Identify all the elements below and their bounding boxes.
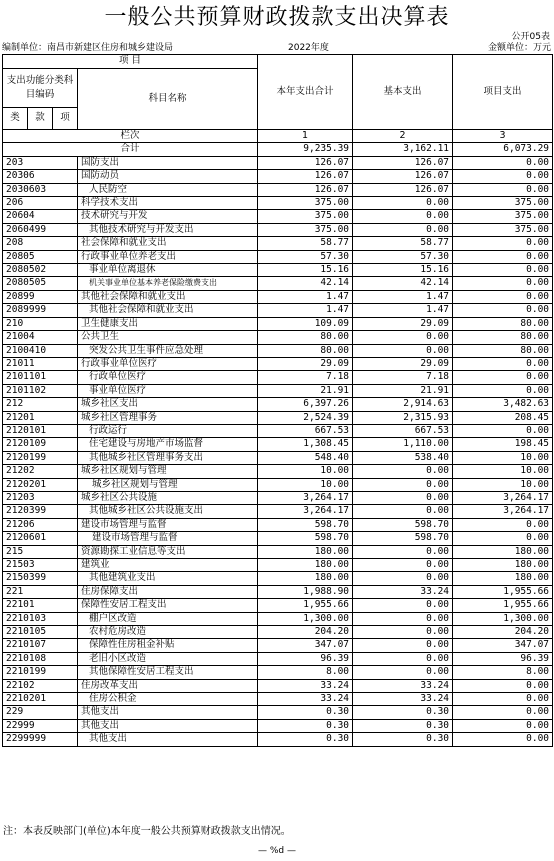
subject-name: 其他社会保障和就业支出 (78, 290, 258, 303)
function-code: 2089999 (3, 304, 78, 317)
row-col-label: 栏次 (3, 130, 258, 143)
function-code: 20805 (3, 250, 78, 263)
table-row (3, 599, 553, 612)
total-amount: 204.20 (258, 626, 353, 639)
header-xiang: 项 (53, 108, 78, 130)
subject-name: 国防动员 (78, 170, 258, 183)
function-code: 22101 (3, 599, 78, 612)
table-row (3, 666, 553, 679)
project-amount: 0.00 (453, 706, 553, 719)
project-amount: 3,482.63 (453, 398, 553, 411)
total-amount: 180.00 (258, 572, 353, 585)
total-amount: 80.00 (258, 331, 353, 344)
total-project: 6,073.29 (453, 143, 553, 156)
subject-name: 建筑业 (78, 559, 258, 572)
function-code: 2120601 (3, 532, 78, 545)
subject-name: 国防支出 (78, 156, 258, 169)
basic-amount: 21.91 (353, 384, 453, 397)
table-row (3, 585, 553, 598)
basic-amount: 126.07 (353, 183, 453, 196)
basic-amount: 0.00 (353, 465, 453, 478)
basic-amount: 0.00 (353, 626, 453, 639)
total-value: 9,235.39 (258, 143, 353, 156)
function-code: 21503 (3, 559, 78, 572)
function-code: 21201 (3, 411, 78, 424)
basic-amount: 538.40 (353, 451, 453, 464)
subject-name: 其他支出 (78, 719, 258, 732)
table-row (3, 465, 553, 478)
subject-name: 其他城乡社区管理事务支出 (78, 451, 258, 464)
subject-name: 城乡社区管理事务 (78, 411, 258, 424)
total-amount: 7.18 (258, 371, 353, 384)
table-row (3, 545, 553, 558)
project-amount: 0.00 (453, 518, 553, 531)
subject-name: 其他支出 (78, 733, 258, 746)
total-amount: 10.00 (258, 478, 353, 491)
project-amount: 0.00 (453, 693, 553, 706)
subject-name: 老旧小区改造 (78, 652, 258, 665)
total-amount: 3,264.17 (258, 505, 353, 518)
basic-amount: 1.47 (353, 304, 453, 317)
project-amount: 0.00 (453, 264, 553, 277)
table-row (3, 317, 553, 330)
project-amount: 80.00 (453, 331, 553, 344)
project-amount: 180.00 (453, 545, 553, 558)
project-amount: 0.00 (453, 357, 553, 370)
subject-name: 社会保障和就业支出 (78, 237, 258, 250)
project-amount: 3,264.17 (453, 505, 553, 518)
total-amount: 42.14 (258, 277, 353, 290)
function-code: 203 (3, 156, 78, 169)
project-amount: 198.45 (453, 438, 553, 451)
project-amount: 0.00 (453, 733, 553, 746)
table-row (3, 290, 553, 303)
project-amount: 0.00 (453, 170, 553, 183)
project-amount: 1,955.66 (453, 599, 553, 612)
total-amount: 375.00 (258, 223, 353, 236)
col-index-1: 1 (258, 130, 353, 143)
function-code: 215 (3, 545, 78, 558)
table-row (3, 612, 553, 625)
project-amount: 10.00 (453, 451, 553, 464)
total-basic: 3,162.11 (353, 143, 453, 156)
total-amount: 33.24 (258, 679, 353, 692)
table-row (3, 344, 553, 357)
total-amount: 1,988.90 (258, 585, 353, 598)
basic-amount: 33.24 (353, 679, 453, 692)
table-row (3, 156, 553, 169)
subject-name: 城乡社区规划与管理 (78, 465, 258, 478)
project-amount: 0.00 (453, 237, 553, 250)
function-code: 20604 (3, 210, 78, 223)
function-code: 2101101 (3, 371, 78, 384)
subject-name: 城乡社区规划与管理 (78, 478, 258, 491)
subject-name: 事业单位离退休 (78, 264, 258, 277)
total-amount: 6,397.26 (258, 398, 353, 411)
subject-name: 住房保障支出 (78, 585, 258, 598)
basic-amount: 0.00 (353, 572, 453, 585)
project-amount: 0.00 (453, 679, 553, 692)
total-amount: 29.09 (258, 357, 353, 370)
money-unit: 金额单位：万元 (487, 43, 551, 53)
function-code: 2299999 (3, 733, 78, 746)
function-code: 21202 (3, 465, 78, 478)
table-row (3, 183, 553, 196)
table-row (3, 398, 553, 411)
project-amount: 10.00 (453, 465, 553, 478)
subject-name: 住宅建设与房地产市场监督 (78, 438, 258, 451)
table-row (3, 719, 553, 732)
table-row (3, 384, 553, 397)
basic-amount: 7.18 (353, 371, 453, 384)
project-amount: 347.07 (453, 639, 553, 652)
table-row (3, 371, 553, 384)
basic-amount: 0.00 (353, 559, 453, 572)
function-code: 2080505 (3, 277, 78, 290)
basic-amount: 0.00 (353, 666, 453, 679)
header-basic: 基本支出 (353, 55, 453, 130)
table-row (3, 639, 553, 652)
project-amount: 0.00 (453, 384, 553, 397)
total-amount: 0.30 (258, 733, 353, 746)
total-amount: 1,308.45 (258, 438, 353, 451)
page-title: 一般公共预算财政拨款支出决算表 (104, 5, 450, 30)
header-project: 项目支出 (453, 55, 553, 130)
function-code: 21206 (3, 518, 78, 531)
table-row (3, 532, 553, 545)
function-code: 2120101 (3, 424, 78, 437)
function-code: 2210201 (3, 693, 78, 706)
table-row (3, 451, 553, 464)
subject-name: 保障性安居工程支出 (78, 599, 258, 612)
function-code: 2150399 (3, 572, 78, 585)
function-code: 20899 (3, 290, 78, 303)
basic-amount: 0.00 (353, 639, 453, 652)
total-amount: 96.39 (258, 652, 353, 665)
project-amount: 0.00 (453, 250, 553, 263)
total-amount: 1,955.66 (258, 599, 353, 612)
table-row (3, 491, 553, 504)
project-amount: 180.00 (453, 559, 553, 572)
table-row (3, 223, 553, 236)
table-row (3, 331, 553, 344)
function-code: 2210199 (3, 666, 78, 679)
function-code: 21011 (3, 357, 78, 370)
project-amount: 3,264.17 (453, 491, 553, 504)
function-code: 2210103 (3, 612, 78, 625)
header-item: 项 目 (3, 55, 258, 69)
table-row (3, 652, 553, 665)
basic-amount: 2,914.63 (353, 398, 453, 411)
total-amount: 598.70 (258, 532, 353, 545)
form-number: 公开05表 (511, 32, 550, 42)
subject-name: 住房公积金 (78, 693, 258, 706)
basic-amount: 667.53 (353, 424, 453, 437)
basic-amount: 126.07 (353, 156, 453, 169)
reporting-unit: 编制单位：南昌市新建区住房和城乡建设局 (2, 43, 174, 53)
project-amount: 0.00 (453, 371, 553, 384)
total-amount: 0.30 (258, 719, 353, 732)
function-code: 2120201 (3, 478, 78, 491)
table-row (3, 438, 553, 451)
function-code: 21004 (3, 331, 78, 344)
basic-amount: 58.77 (353, 237, 453, 250)
project-amount: 0.00 (453, 719, 553, 732)
function-code: 2210108 (3, 652, 78, 665)
subject-name: 其他支出 (78, 706, 258, 719)
subject-name: 卫生健康支出 (78, 317, 258, 330)
project-amount: 10.00 (453, 478, 553, 491)
table-row (3, 170, 553, 183)
subject-name: 其他保障性安居工程支出 (78, 666, 258, 679)
basic-amount: 0.00 (353, 599, 453, 612)
basic-amount: 0.00 (353, 491, 453, 504)
function-code: 210 (3, 317, 78, 330)
function-code: 212 (3, 398, 78, 411)
project-amount: 0.00 (453, 532, 553, 545)
table-row (3, 505, 553, 518)
total-amount: 3,264.17 (258, 491, 353, 504)
function-code: 20306 (3, 170, 78, 183)
basic-amount: 0.30 (353, 719, 453, 732)
function-code: 2030603 (3, 183, 78, 196)
total-amount: 126.07 (258, 170, 353, 183)
subject-name: 科学技术支出 (78, 197, 258, 210)
function-code: 21203 (3, 491, 78, 504)
table-row (3, 693, 553, 706)
project-amount: 0.00 (453, 290, 553, 303)
table-row (3, 478, 553, 491)
total-amount: 109.09 (258, 317, 353, 330)
page-number: — %d — (258, 846, 296, 856)
total-amount: 0.30 (258, 706, 353, 719)
table-row (3, 411, 553, 424)
expenditure-table (2, 54, 553, 747)
project-amount: 208.45 (453, 411, 553, 424)
header-subject-name: 科目名称 (78, 69, 258, 130)
table-row (3, 357, 553, 370)
subject-name: 资源勘探工业信息等支出 (78, 545, 258, 558)
total-amount: 375.00 (258, 197, 353, 210)
total-amount: 598.70 (258, 518, 353, 531)
basic-amount: 598.70 (353, 532, 453, 545)
basic-amount: 126.07 (353, 170, 453, 183)
basic-amount: 33.24 (353, 693, 453, 706)
function-code: 2060499 (3, 223, 78, 236)
table-row (3, 679, 553, 692)
basic-amount: 0.00 (353, 223, 453, 236)
total-amount: 2,524.39 (258, 411, 353, 424)
subject-name: 机关事业单位基本养老保险缴费支出 (78, 277, 258, 290)
total-amount: 667.53 (258, 424, 353, 437)
header-lei: 类 (3, 108, 28, 130)
project-amount: 180.00 (453, 572, 553, 585)
table-row (3, 706, 553, 719)
total-amount: 548.40 (258, 451, 353, 464)
project-amount: 204.20 (453, 626, 553, 639)
function-code: 22102 (3, 679, 78, 692)
subject-name: 技术研究与开发 (78, 210, 258, 223)
subject-name: 行政事业单位养老支出 (78, 250, 258, 263)
total-amount: 126.07 (258, 156, 353, 169)
project-amount: 8.00 (453, 666, 553, 679)
project-amount: 1,955.66 (453, 585, 553, 598)
fiscal-year: 2022年度 (288, 43, 329, 53)
basic-amount: 15.16 (353, 264, 453, 277)
function-code: 229 (3, 706, 78, 719)
basic-amount: 0.00 (353, 478, 453, 491)
subject-name: 建设市场管理与监督 (78, 518, 258, 531)
project-amount: 0.00 (453, 183, 553, 196)
table-note: 注：本表反映部门(单位)本年度一般公共预算财政拨款支出情况。 (3, 826, 291, 837)
subject-name: 农村危房改造 (78, 626, 258, 639)
subject-name: 棚户区改造 (78, 612, 258, 625)
project-amount: 375.00 (453, 210, 553, 223)
total-amount: 375.00 (258, 210, 353, 223)
basic-amount: 1,110.00 (353, 438, 453, 451)
total-amount: 10.00 (258, 465, 353, 478)
subject-name: 建设市场管理与监督 (78, 532, 258, 545)
header-func-class: 支出功能分类科目编码 (3, 69, 78, 108)
table-row (3, 572, 553, 585)
project-amount: 375.00 (453, 223, 553, 236)
total-amount: 347.07 (258, 639, 353, 652)
total-amount: 180.00 (258, 545, 353, 558)
subject-name: 行政事业单位医疗 (78, 357, 258, 370)
table-row (3, 250, 553, 263)
function-code: 22999 (3, 719, 78, 732)
subject-name: 城乡社区公共设施 (78, 491, 258, 504)
function-code: 2210107 (3, 639, 78, 652)
basic-amount: 29.09 (353, 357, 453, 370)
table-row (3, 518, 553, 531)
function-code: 2080502 (3, 264, 78, 277)
header-total: 本年支出合计 (258, 55, 353, 130)
subject-name: 其他社会保障和就业支出 (78, 304, 258, 317)
function-code: 2100410 (3, 344, 78, 357)
basic-amount: 0.00 (353, 331, 453, 344)
subject-name: 公共卫生 (78, 331, 258, 344)
subject-name: 人民防空 (78, 183, 258, 196)
project-amount: 0.00 (453, 424, 553, 437)
subject-name: 城乡社区支出 (78, 398, 258, 411)
basic-amount: 598.70 (353, 518, 453, 531)
total-amount: 1.47 (258, 304, 353, 317)
table-row (3, 304, 553, 317)
table-row (3, 264, 553, 277)
subject-name: 行政运行 (78, 424, 258, 437)
basic-amount: 0.30 (353, 733, 453, 746)
function-code: 2120109 (3, 438, 78, 451)
table-row (3, 424, 553, 437)
basic-amount: 0.00 (353, 505, 453, 518)
table-row (3, 733, 553, 746)
table-row (3, 197, 553, 210)
function-code: 206 (3, 197, 78, 210)
total-amount: 57.30 (258, 250, 353, 263)
subject-name: 保障性住房租金补贴 (78, 639, 258, 652)
function-code: 2120399 (3, 505, 78, 518)
total-amount: 1.47 (258, 290, 353, 303)
subject-name: 事业单位医疗 (78, 384, 258, 397)
function-code: 2101102 (3, 384, 78, 397)
total-amount: 21.91 (258, 384, 353, 397)
table-row (3, 210, 553, 223)
basic-amount: 2,315.93 (353, 411, 453, 424)
total-amount: 180.00 (258, 559, 353, 572)
basic-amount: 29.09 (353, 317, 453, 330)
basic-amount: 0.00 (353, 612, 453, 625)
basic-amount: 0.00 (353, 197, 453, 210)
total-amount: 1,300.00 (258, 612, 353, 625)
function-code: 221 (3, 585, 78, 598)
table-row (3, 626, 553, 639)
basic-amount: 1.47 (353, 290, 453, 303)
function-code: 208 (3, 237, 78, 250)
basic-amount: 0.00 (353, 652, 453, 665)
table-row (3, 277, 553, 290)
function-code: 2210105 (3, 626, 78, 639)
table-row (3, 237, 553, 250)
subject-name: 其他建筑业支出 (78, 572, 258, 585)
total-amount: 8.00 (258, 666, 353, 679)
project-amount: 96.39 (453, 652, 553, 665)
table-row (3, 559, 553, 572)
basic-amount: 0.00 (353, 344, 453, 357)
subject-name: 其他城乡社区公共设施支出 (78, 505, 258, 518)
subject-name: 行政单位医疗 (78, 371, 258, 384)
subject-name: 住房改革支出 (78, 679, 258, 692)
meta-line (2, 42, 552, 54)
function-code: 2120199 (3, 451, 78, 464)
project-amount: 0.00 (453, 156, 553, 169)
total-amount: 126.07 (258, 183, 353, 196)
project-amount: 375.00 (453, 197, 553, 210)
basic-amount: 42.14 (353, 277, 453, 290)
total-amount: 15.16 (258, 264, 353, 277)
total-amount: 58.77 (258, 237, 353, 250)
project-amount: 80.00 (453, 344, 553, 357)
basic-amount: 0.00 (353, 545, 453, 558)
basic-amount: 33.24 (353, 585, 453, 598)
basic-amount: 57.30 (353, 250, 453, 263)
subject-name: 突发公共卫生事件应急处理 (78, 344, 258, 357)
basic-amount: 0.00 (353, 210, 453, 223)
col-index-2: 2 (353, 130, 453, 143)
total-amount: 80.00 (258, 344, 353, 357)
project-amount: 0.00 (453, 277, 553, 290)
total-amount: 33.24 (258, 693, 353, 706)
basic-amount: 0.30 (353, 706, 453, 719)
col-index-3: 3 (453, 130, 553, 143)
header-kuan: 款 (28, 108, 53, 130)
project-amount: 0.00 (453, 304, 553, 317)
project-amount: 1,300.00 (453, 612, 553, 625)
subject-name: 其他技术研究与开发支出 (78, 223, 258, 236)
total-label: 合计 (3, 143, 258, 156)
project-amount: 80.00 (453, 317, 553, 330)
